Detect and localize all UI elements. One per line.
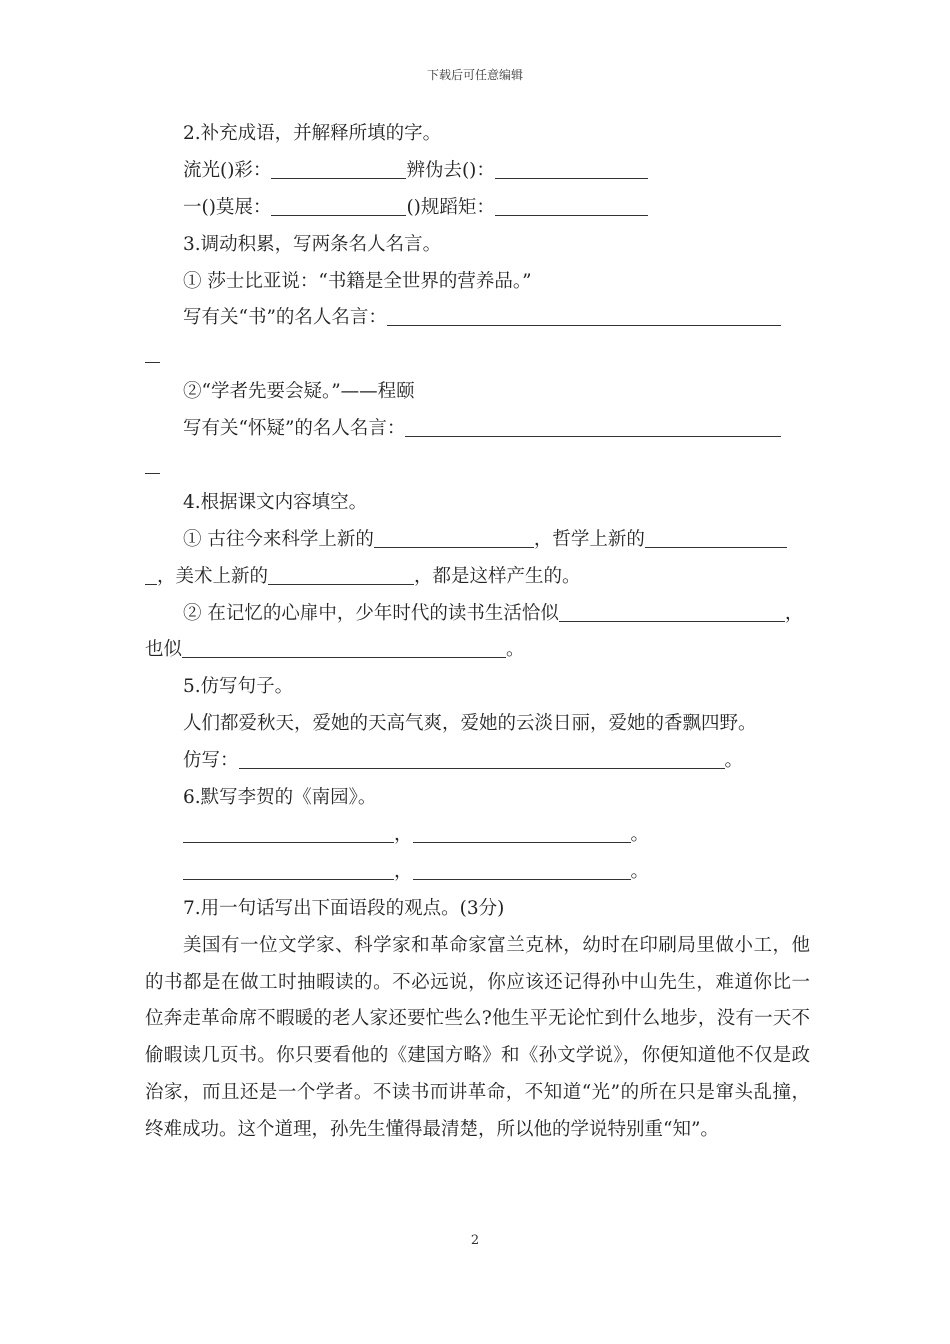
fill-text: ，哲学上新的 [533,528,645,550]
q6-title: 6.默写李贺的《南园》。 [183,787,377,809]
idiom-3: 一()莫展： [183,196,272,218]
answer-blank[interactable] [239,748,725,769]
answer-blank[interactable] [559,601,785,622]
q2-line-2 [145,190,810,227]
answer-blank[interactable] [271,158,406,179]
q4-item-2 [145,596,810,633]
q7-title: 7.用一句话写出下面语段的观点。(3分) [183,897,505,919]
fill-text: ① 古往今来科学上新的 [183,528,374,550]
q4-title: 4.根据课文内容填空。 [183,491,368,513]
q4-item-1-cont [145,559,810,596]
answer-blank[interactable] [387,305,781,326]
fill-text: ， [784,602,804,624]
q3-blank-continuation [145,337,810,374]
fill-text: 也似 [145,639,183,661]
prompt-text: 仿写： [183,750,239,772]
page-number: 2 [470,1233,480,1248]
answer-blank[interactable] [495,195,648,216]
idiom-2: 辨伪去()： [406,159,495,181]
q3-blank-continuation [145,448,810,485]
idiom-4: ()规蹈矩： [406,196,495,218]
q5-title: 5.仿写句子。 [183,676,294,698]
fill-text: ② 在记忆的心扉中，少年时代的读书生活恰似 [183,602,559,624]
q5-prompt [145,743,810,780]
idiom-1: 流光()彩： [183,159,272,181]
q2-line-1 [145,153,810,190]
answer-blank[interactable] [268,564,414,585]
answer-blank[interactable] [145,453,160,474]
answer-blank[interactable] [182,637,506,658]
fill-text: ， [394,823,413,845]
answer-blank[interactable] [495,158,648,179]
q3-prompt-1 [145,300,810,337]
answer-blank[interactable] [413,859,631,880]
answer-blank[interactable] [183,859,394,880]
q6-line-2 [145,854,810,891]
prompt-text: 写有关“书”的名人名言： [183,307,387,329]
answer-blank[interactable] [145,564,157,585]
worksheet [145,116,810,1149]
answer-blank[interactable] [374,527,534,548]
fill-text: 。 [630,860,650,882]
prompt-text: 写有关“怀疑”的名人名言： [183,418,406,440]
q4-item-2-cont [145,632,810,669]
answer-blank[interactable] [645,527,787,548]
fill-text: 。 [630,823,650,845]
answer-blank[interactable] [145,342,160,363]
q3-prompt-2 [145,411,810,448]
fill-text: ， [394,860,413,882]
q6-line-1 [145,817,810,854]
fill-text: ，美术上新的 [157,565,269,587]
answer-blank[interactable] [413,822,631,843]
q4-item-1 [145,522,810,559]
page-header: 下载后可任意编辑 [426,68,523,82]
q3-example-1: ① 莎士比亚说：“书籍是全世界的营养品。” [183,270,532,292]
q2-title: 2.补充成语，并解释所填的字。 [183,123,442,144]
answer-blank[interactable] [271,195,406,216]
fill-text: 。 [724,750,744,772]
answer-blank[interactable] [183,822,394,843]
q3-title: 3.调动积累，写两条名人名言。 [183,233,442,255]
q3-example-2: ②“学者先要会疑。”——程颐 [183,381,415,403]
q5-example: 人们都爱秋天，爱她的天高气爽，爱她的云淡日丽，爱她的香飘四野。 [183,713,757,735]
answer-blank[interactable] [405,416,781,437]
q7-passage: 美国有一位文学家、科学家和革命家富兰克林，幼时在印刷局里做小工，他的书都是在做工时抽暇读的。不必远说，你应该还记得孙中山先生，难道你比一位奔走革命席不暇暖的老人家还要忙些么?他生平无论忙到什么地步，没有一天不偷暇读几页书。你只要看他的《建国方略》和《孙文学说》，你便知道他不仅是政治家，而且还是一个学者。不读书而讲革命，不知道“光”的所在只是窜头乱撞，终难成功。这个道理，孙先生懂得最清楚，所以他的学说特别重“知”。 [145,934,810,1141]
fill-text: ，都是这样产生的。 [414,565,581,587]
fill-text: 。 [506,639,525,661]
